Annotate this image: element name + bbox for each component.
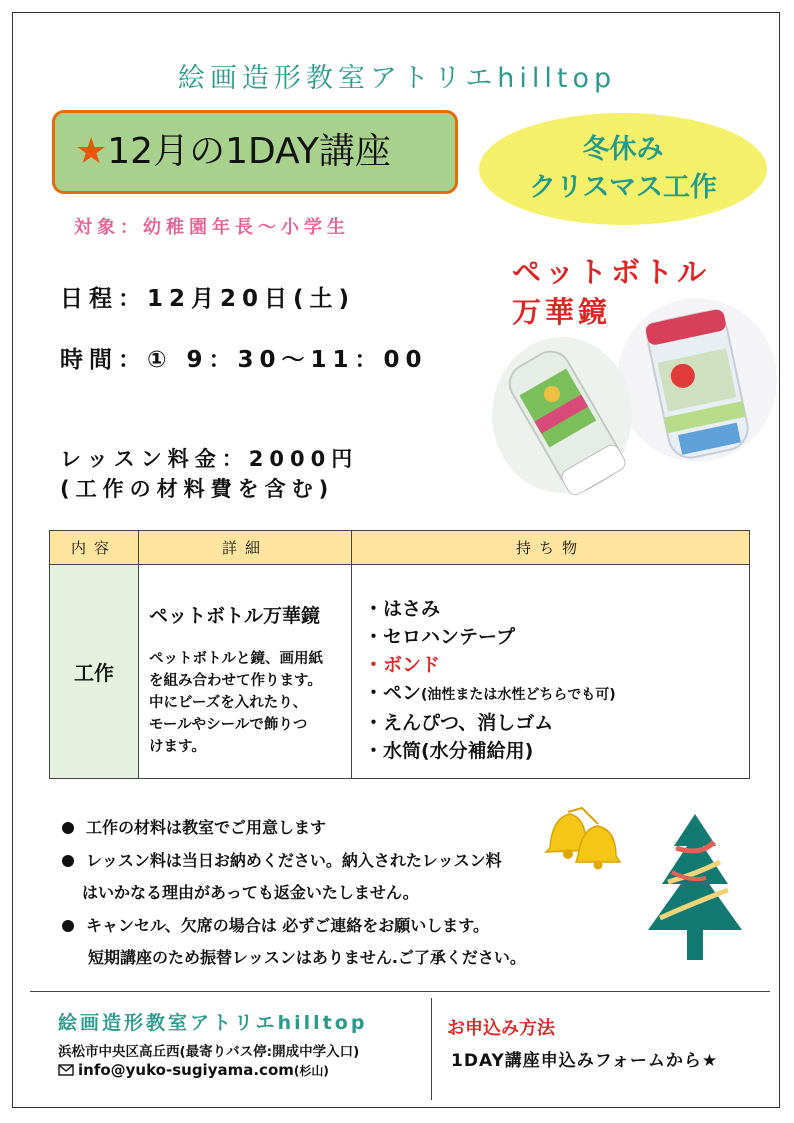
list-item: ・ボンド [364,654,441,676]
table-row [50,565,750,779]
kaleidoscope-photo [492,295,777,500]
footer-divider [30,991,770,992]
items-list [364,595,749,765]
schedule-time: 時間：① 9：30～11：00 [60,347,428,373]
feature-line-2: 万華鏡 [512,295,612,329]
detail-line: ペットボトルと鏡、画用紙 [149,651,323,667]
apply-heading: お申込み方法 [447,1018,555,1039]
footer-vertical-divider [431,998,432,1100]
badge-line-1: 冬休み [582,134,664,165]
detail-description [149,648,351,758]
course-table [49,530,750,779]
items-cell [352,565,750,779]
header-detail: 詳細 [139,531,352,565]
christmas-tree-icon [646,812,744,962]
list-item: ・水筒(水分補給用) [364,740,534,762]
detail-line: 中にビーズを入れたり、 [149,695,308,711]
winter-badge [479,113,767,225]
apply-method: 1DAY講座申込みフォームから★ [451,1051,719,1071]
header-brand: 絵画造形教室アトリエhilltop [177,63,617,94]
header-items: 持ち物 [352,531,750,565]
note-item: 工作の材料は教室でご用意します [62,812,526,845]
fee-amount: レッスン料金：2000円 [60,447,359,471]
list-item: ・えんぴつ、消しゴム [364,712,554,734]
bullet-icon [62,920,74,932]
target-audience: 対象：幼稚園年長～小学生 [74,217,350,238]
email-address[interactable]: info@yuko-sugiyama.com [78,1061,294,1079]
detail-line: を組み合わせて作ります。 [149,673,322,689]
footer-address: 浜松市中央区高丘西(最寄りバス停:開成中学入口) [58,1044,360,1060]
detail-title: ペットボトル万華鏡 [149,605,321,627]
feature-line-1: ペットボトル [512,255,711,289]
bells-icon [540,804,624,870]
header-content: 内容 [50,531,139,565]
note-item: レッスン料は当日お納めください。納入されたレッスン料 [62,845,526,878]
detail-line: モールやシールで飾りつ [149,717,308,733]
list-item: ・セロハンテープ [364,626,516,648]
category-cell: 工作 [50,565,139,779]
badge-line-2: クリスマス工作 [529,172,717,203]
bullet-icon [62,822,74,834]
note-item: キャンセル、欠席の場合は 必ずご連絡をお願いします。 [62,910,526,943]
list-item: ・はさみ [364,598,441,620]
detail-cell [139,565,352,779]
mail-icon [58,1064,74,1076]
lesson-fee [60,444,358,504]
note-item: 短期講座のため振替レッスンはありません.ご了承ください。 [88,948,526,967]
footer-brand: 絵画造形教室アトリエhilltop [58,1012,368,1034]
title-star: ★ [75,131,108,172]
note-item: はいかなる理由があっても返金いたしません。 [82,883,419,902]
page-title: 12月の1DAY講座 [107,131,391,172]
footer-email [58,1061,329,1079]
fee-note: (工作の材料費を含む) [60,477,335,501]
detail-line: けます。 [149,739,206,755]
list-item: ・ペン(油性または水性どちらでも可) [364,682,616,704]
title-box [52,110,458,194]
bullet-icon [62,855,74,867]
table-header-row [50,531,750,565]
notes-list [62,812,526,975]
email-name: (杉山) [293,1064,329,1078]
schedule-date: 日程：12月20日(土) [60,286,356,312]
